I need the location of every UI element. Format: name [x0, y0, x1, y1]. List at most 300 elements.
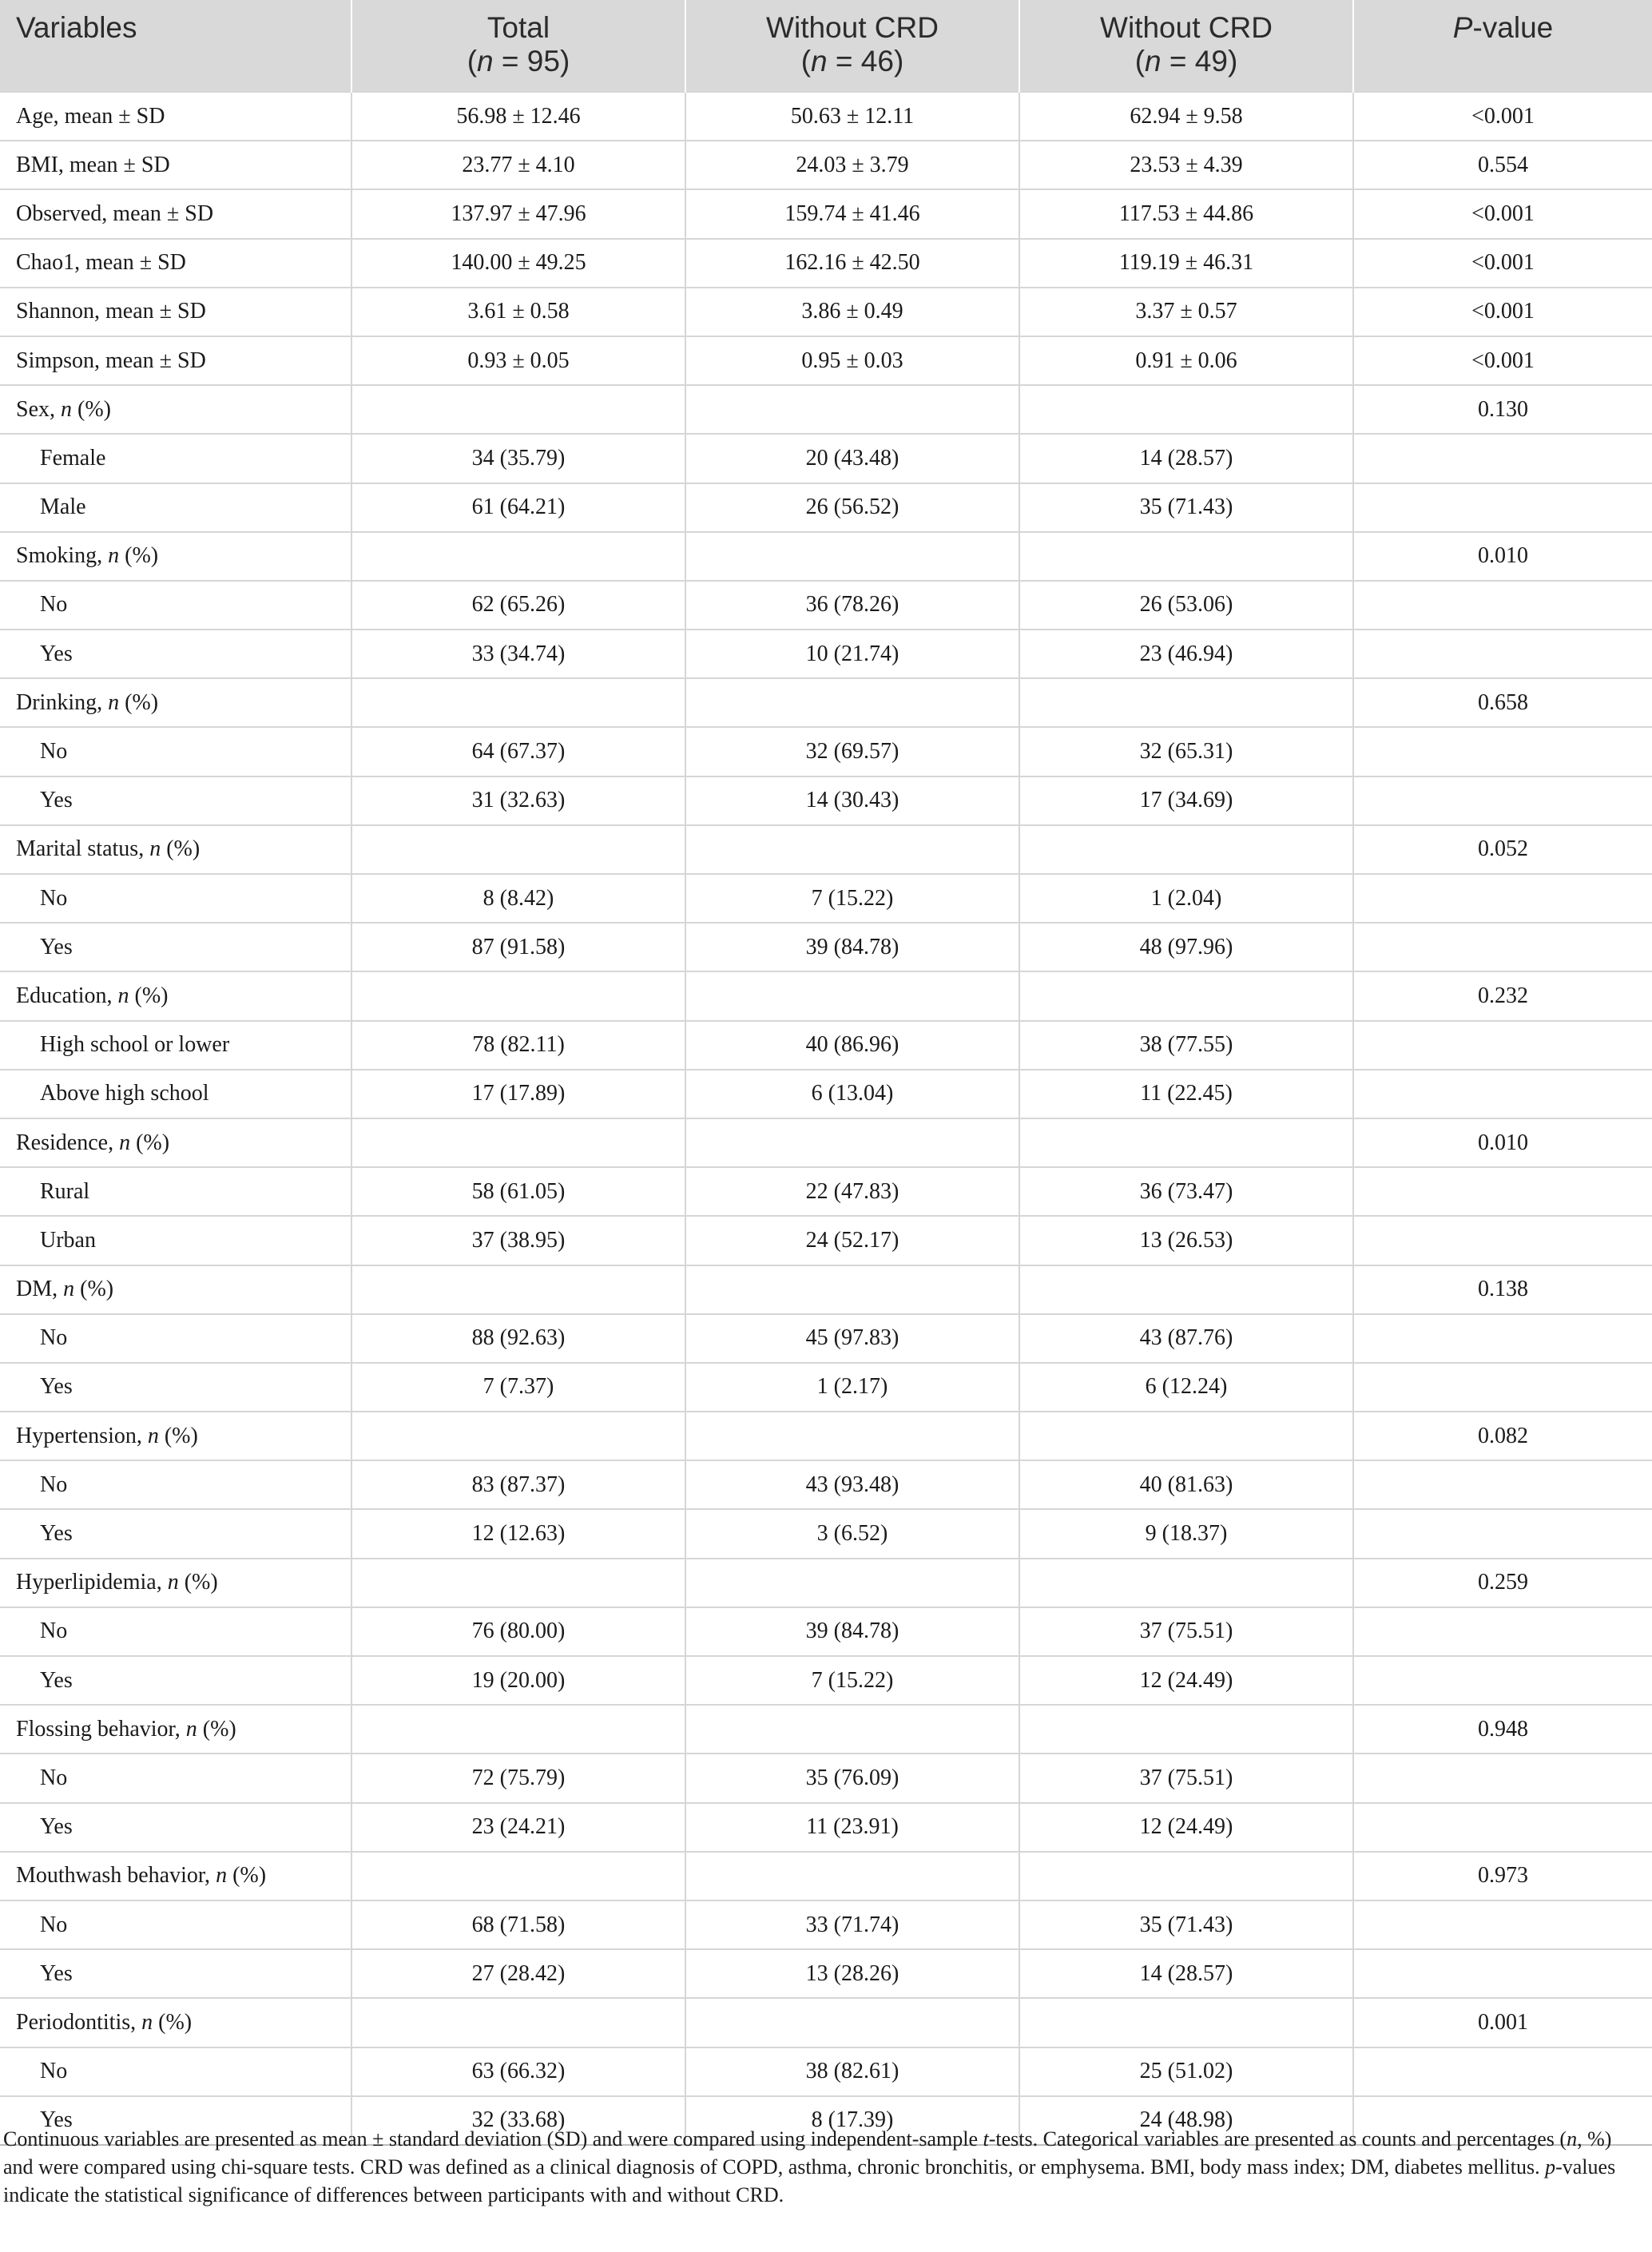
- header-group-b-n-open: (: [1134, 45, 1146, 77]
- cell-total: [351, 1118, 685, 1167]
- table-row: [0, 678, 1652, 727]
- row-label: Shannon, mean ± SD: [0, 288, 351, 336]
- cell-group-b: [1019, 825, 1353, 874]
- row-label: No: [0, 874, 351, 923]
- cell-total: 76 (80.00): [351, 1607, 685, 1656]
- cell-group-b: [1019, 385, 1353, 434]
- table-row: [0, 1021, 1652, 1070]
- cell-p-value: [1353, 727, 1652, 776]
- cell-group-b: 12 (24.49): [1019, 1803, 1353, 1852]
- header-group-b-n-symbol: n: [1145, 45, 1162, 77]
- row-label: [0, 385, 351, 434]
- table-row: [0, 1754, 1652, 1802]
- cell-group-b: [1019, 1412, 1353, 1460]
- table-row: [0, 1559, 1652, 1607]
- cell-group-b: 12 (24.49): [1019, 1656, 1353, 1705]
- table-row: [0, 971, 1652, 1020]
- cell-p-value: [1353, 1949, 1652, 1998]
- header-total-n: [360, 45, 677, 78]
- cell-p-value: [1353, 1509, 1652, 1558]
- cell-total: 87 (91.58): [351, 923, 685, 971]
- cell-p-value: [1353, 1754, 1652, 1802]
- cell-group-a: 39 (84.78): [685, 1607, 1019, 1656]
- table-row: [0, 189, 1652, 238]
- cell-group-b: 13 (26.53): [1019, 1216, 1353, 1265]
- cell-group-b: [1019, 1705, 1353, 1754]
- cell-group-a: [685, 971, 1019, 1020]
- row-label: No: [0, 1314, 351, 1363]
- cell-group-a: 14 (30.43): [685, 776, 1019, 825]
- row-label: Simpson, mean ± SD: [0, 336, 351, 385]
- header-group-b-label: Without CRD: [1100, 11, 1273, 44]
- row-label-text: Education,: [16, 983, 118, 1008]
- row-label: Yes: [0, 2096, 351, 2145]
- row-label-text: Residence,: [16, 1130, 120, 1155]
- table-row: [0, 923, 1652, 971]
- table-row: [0, 385, 1652, 434]
- cell-group-a: 24.03 ± 3.79: [685, 141, 1019, 189]
- cell-group-a: [685, 1265, 1019, 1314]
- row-label: No: [0, 1900, 351, 1949]
- cell-group-a: [685, 825, 1019, 874]
- cell-total: 23 (24.21): [351, 1803, 685, 1852]
- cell-group-a: 8 (17.39): [685, 2096, 1019, 2145]
- table-row: [0, 1070, 1652, 1118]
- row-label: [0, 1118, 351, 1167]
- row-label-n-symbol: n: [117, 983, 129, 1008]
- cell-total: 31 (32.63): [351, 776, 685, 825]
- header-group-a-n: [694, 45, 1011, 78]
- row-label-percent: (%): [119, 689, 159, 715]
- table-row: [0, 1656, 1652, 1705]
- cell-p-value: [1353, 1167, 1652, 1216]
- row-label-text: Drinking,: [16, 689, 109, 715]
- cell-total: [351, 678, 685, 727]
- cell-group-a: 7 (15.22): [685, 1656, 1019, 1705]
- cell-group-b: 119.19 ± 46.31: [1019, 239, 1353, 288]
- cell-total: [351, 1852, 685, 1900]
- header-group-a-label: Without CRD: [766, 11, 939, 44]
- table-footnote: [0, 2125, 1633, 2209]
- cell-total: [351, 825, 685, 874]
- cell-group-b: 17 (34.69): [1019, 776, 1353, 825]
- cell-group-a: 38 (82.61): [685, 2047, 1019, 2096]
- table-row: [0, 141, 1652, 189]
- cell-total: [351, 532, 685, 581]
- row-label: [0, 678, 351, 727]
- table-row: [0, 1118, 1652, 1167]
- row-label: Above high school: [0, 1070, 351, 1118]
- cell-group-a: 50.63 ± 12.11: [685, 92, 1019, 141]
- row-label: Yes: [0, 1656, 351, 1705]
- table-row: [0, 1803, 1652, 1852]
- row-label-percent: (%): [161, 836, 201, 862]
- cell-group-b: 48 (97.96): [1019, 923, 1353, 971]
- cell-group-a: 40 (86.96): [685, 1021, 1019, 1070]
- row-label: [0, 1265, 351, 1314]
- cell-total: 88 (92.63): [351, 1314, 685, 1363]
- row-label-n-symbol: n: [185, 1716, 197, 1742]
- row-label-text: DM,: [16, 1277, 64, 1302]
- cell-p-value: 0.130: [1353, 385, 1652, 434]
- table-row: [0, 1852, 1652, 1900]
- row-label: No: [0, 727, 351, 776]
- row-label: No: [0, 1754, 351, 1802]
- header-group-a-n-symbol: n: [811, 45, 828, 77]
- header-variables: [0, 0, 351, 92]
- row-label: Yes: [0, 630, 351, 678]
- row-label-text: Sex,: [16, 396, 61, 422]
- cell-p-value: <0.001: [1353, 239, 1652, 288]
- cell-total: 83 (87.37): [351, 1460, 685, 1509]
- cell-group-a: 22 (47.83): [685, 1167, 1019, 1216]
- cell-group-a: 13 (28.26): [685, 1949, 1019, 1998]
- row-label: [0, 1852, 351, 1900]
- header-group-a-n-open: (: [800, 45, 812, 77]
- row-label-text: Smoking,: [16, 543, 109, 569]
- cell-group-b: [1019, 678, 1353, 727]
- cell-total: 58 (61.05): [351, 1167, 685, 1216]
- cell-group-a: 43 (93.48): [685, 1460, 1019, 1509]
- cell-total: 7 (7.37): [351, 1363, 685, 1412]
- cell-group-b: 36 (73.47): [1019, 1167, 1353, 1216]
- cell-total: 56.98 ± 12.46: [351, 92, 685, 141]
- cell-group-a: [685, 1705, 1019, 1754]
- row-label-n-symbol: n: [61, 396, 72, 422]
- row-label: [0, 1998, 351, 2047]
- row-label-text: Marital status,: [16, 836, 150, 862]
- table-row: [0, 1949, 1652, 1998]
- cell-total: 68 (71.58): [351, 1900, 685, 1949]
- table-row: [0, 434, 1652, 483]
- table-row: [0, 1265, 1652, 1314]
- table-row: [0, 581, 1652, 630]
- table-row: [0, 92, 1652, 141]
- table-row: [0, 630, 1652, 678]
- table-row: [0, 1216, 1652, 1265]
- table-row: [0, 1167, 1652, 1216]
- cell-group-b: [1019, 1998, 1353, 2047]
- cell-total: 23.77 ± 4.10: [351, 141, 685, 189]
- cell-total: [351, 1998, 685, 2047]
- cell-p-value: <0.001: [1353, 189, 1652, 238]
- cell-p-value: 0.232: [1353, 971, 1652, 1020]
- header-row: [0, 0, 1652, 92]
- cell-p-value: [1353, 1363, 1652, 1412]
- cell-p-value: 0.973: [1353, 1852, 1652, 1900]
- table-row: [0, 776, 1652, 825]
- cell-total: 0.93 ± 0.05: [351, 336, 685, 385]
- cell-p-value: [1353, 1803, 1652, 1852]
- header-total-n-open: (: [467, 45, 478, 77]
- table-row: [0, 1607, 1652, 1656]
- cell-group-a: [685, 1412, 1019, 1460]
- row-label: Yes: [0, 1363, 351, 1412]
- row-label: No: [0, 2047, 351, 2096]
- row-label-n-symbol: n: [167, 1570, 179, 1595]
- cell-group-b: 26 (53.06): [1019, 581, 1353, 630]
- table-row: [0, 239, 1652, 288]
- footnote-text: [3, 2125, 1633, 2209]
- cell-total: 61 (64.21): [351, 483, 685, 532]
- row-label-percent: (%): [74, 1277, 114, 1302]
- cell-group-b: 43 (87.76): [1019, 1314, 1353, 1363]
- row-label: Male: [0, 483, 351, 532]
- cell-group-b: 11 (22.45): [1019, 1070, 1353, 1118]
- cell-group-b: [1019, 1265, 1353, 1314]
- cell-group-b: 25 (51.02): [1019, 2047, 1353, 2096]
- row-label-text: Hypertension,: [16, 1423, 148, 1448]
- row-label: BMI, mean ± SD: [0, 141, 351, 189]
- row-label-percent: (%): [178, 1570, 218, 1595]
- footnote-segment: Continuous variables are presented as mean ± standard deviation (SD) and were compared using independent-sample: [3, 2127, 983, 2151]
- cell-group-b: [1019, 1118, 1353, 1167]
- cell-total: [351, 385, 685, 434]
- cell-group-b: [1019, 1559, 1353, 1607]
- cell-group-b: 62.94 ± 9.58: [1019, 92, 1353, 141]
- row-label: [0, 1559, 351, 1607]
- cell-group-b: 9 (18.37): [1019, 1509, 1353, 1558]
- cell-group-a: 20 (43.48): [685, 434, 1019, 483]
- cell-p-value: [1353, 1460, 1652, 1509]
- cell-group-a: [685, 385, 1019, 434]
- cell-total: 3.61 ± 0.58: [351, 288, 685, 336]
- cell-group-a: 10 (21.74): [685, 630, 1019, 678]
- cell-group-a: 24 (52.17): [685, 1216, 1019, 1265]
- table-row: [0, 1460, 1652, 1509]
- row-label-percent: (%): [158, 1423, 198, 1448]
- cell-p-value: 0.001: [1353, 1998, 1652, 2047]
- header-group-b-n: [1028, 45, 1344, 78]
- header-total: [351, 0, 685, 92]
- row-label-n-symbol: n: [149, 836, 161, 862]
- table-row: [0, 288, 1652, 336]
- cell-p-value: [1353, 1314, 1652, 1363]
- row-label-text: Flossing behavior,: [16, 1716, 186, 1742]
- row-label-n-symbol: n: [119, 1130, 131, 1155]
- row-label: [0, 1412, 351, 1460]
- row-label-percent: (%): [153, 2009, 193, 2035]
- cell-p-value: [1353, 776, 1652, 825]
- cell-group-b: 117.53 ± 44.86: [1019, 189, 1353, 238]
- cell-p-value: <0.001: [1353, 92, 1652, 141]
- table-row: [0, 727, 1652, 776]
- table-row: [0, 874, 1652, 923]
- cell-group-a: 159.74 ± 41.46: [685, 189, 1019, 238]
- cell-p-value: 0.010: [1353, 1118, 1652, 1167]
- cell-p-value: 0.052: [1353, 825, 1652, 874]
- cell-p-value: <0.001: [1353, 336, 1652, 385]
- header-group-b: [1019, 0, 1353, 92]
- cell-p-value: [1353, 483, 1652, 532]
- cell-total: 37 (38.95): [351, 1216, 685, 1265]
- table-row: [0, 825, 1652, 874]
- row-label: Yes: [0, 1803, 351, 1852]
- cell-p-value: 0.658: [1353, 678, 1652, 727]
- row-label: Yes: [0, 923, 351, 971]
- cell-group-b: 14 (28.57): [1019, 434, 1353, 483]
- cell-group-a: [685, 532, 1019, 581]
- cell-total: 140.00 ± 49.25: [351, 239, 685, 288]
- cell-total: 63 (66.32): [351, 2047, 685, 2096]
- header-p-value: [1353, 0, 1652, 92]
- row-label-text: Hyperlipidemia,: [16, 1570, 168, 1595]
- cell-p-value: [1353, 923, 1652, 971]
- cell-total: 72 (75.79): [351, 1754, 685, 1802]
- table-row: [0, 1705, 1652, 1754]
- cell-group-b: [1019, 971, 1353, 1020]
- cell-group-a: 11 (23.91): [685, 1803, 1019, 1852]
- cell-p-value: [1353, 1021, 1652, 1070]
- cell-group-b: 37 (75.51): [1019, 1607, 1353, 1656]
- cell-group-b: [1019, 532, 1353, 581]
- cell-group-b: 37 (75.51): [1019, 1754, 1353, 1802]
- table-row: [0, 336, 1652, 385]
- row-label-n-symbol: n: [216, 1863, 228, 1889]
- cell-group-a: 162.16 ± 42.50: [685, 239, 1019, 288]
- cell-total: 33 (34.74): [351, 630, 685, 678]
- footnote-segment: , %) and were compared using chi-square tests. CRD was defined as a clinical diagnosis of COPD, asthma, chronic bronchitis, or emphysema. BMI, body mass index; DM, diabetes mellitus.: [3, 2127, 1612, 2179]
- row-label: Rural: [0, 1167, 351, 1216]
- cell-p-value: 0.259: [1353, 1559, 1652, 1607]
- cell-group-a: 1 (2.17): [685, 1363, 1019, 1412]
- row-label: No: [0, 1460, 351, 1509]
- row-label: Female: [0, 434, 351, 483]
- cell-p-value: [1353, 2047, 1652, 2096]
- cell-group-a: [685, 1118, 1019, 1167]
- cell-p-value: [1353, 1656, 1652, 1705]
- cell-p-value: 0.948: [1353, 1705, 1652, 1754]
- cell-total: 19 (20.00): [351, 1656, 685, 1705]
- footnote-symbol: t: [983, 2127, 989, 2151]
- header-total-n-value: = 95): [493, 45, 570, 77]
- cell-group-b: 1 (2.04): [1019, 874, 1353, 923]
- row-label-n-symbol: n: [147, 1423, 159, 1448]
- cell-p-value: [1353, 630, 1652, 678]
- cell-group-b: 23.53 ± 4.39: [1019, 141, 1353, 189]
- cell-p-value: [1353, 1607, 1652, 1656]
- row-label: No: [0, 581, 351, 630]
- cell-group-a: 3 (6.52): [685, 1509, 1019, 1558]
- cell-total: 78 (82.11): [351, 1021, 685, 1070]
- cell-p-value: <0.001: [1353, 288, 1652, 336]
- cell-total: 27 (28.42): [351, 1949, 685, 1998]
- cell-group-a: 6 (13.04): [685, 1070, 1019, 1118]
- table-row: [0, 1412, 1652, 1460]
- row-label-percent: (%): [129, 983, 169, 1008]
- cell-group-b: 3.37 ± 0.57: [1019, 288, 1353, 336]
- footnote-segment: -tests. Categorical variables are presented as counts and percentages (: [988, 2127, 1567, 2151]
- cell-group-a: 7 (15.22): [685, 874, 1019, 923]
- header-p-symbol: P: [1452, 11, 1473, 44]
- cell-group-b: 6 (12.24): [1019, 1363, 1353, 1412]
- row-label: Age, mean ± SD: [0, 92, 351, 141]
- cell-total: 34 (35.79): [351, 434, 685, 483]
- table-row: [0, 1509, 1652, 1558]
- table-row: [0, 532, 1652, 581]
- cell-group-a: 39 (84.78): [685, 923, 1019, 971]
- cell-p-value: [1353, 1900, 1652, 1949]
- row-label: [0, 825, 351, 874]
- cell-p-value: [1353, 1070, 1652, 1118]
- cell-total: 8 (8.42): [351, 874, 685, 923]
- cell-group-b: 35 (71.43): [1019, 483, 1353, 532]
- row-label-percent: (%): [72, 396, 111, 422]
- table-row: [0, 1900, 1652, 1949]
- row-label: [0, 1705, 351, 1754]
- cell-p-value: [1353, 1216, 1652, 1265]
- header-p-label: -value: [1472, 11, 1554, 44]
- cell-total: 62 (65.26): [351, 581, 685, 630]
- row-label-n-symbol: n: [141, 2009, 153, 2035]
- cell-group-a: 3.86 ± 0.49: [685, 288, 1019, 336]
- cell-total: 12 (12.63): [351, 1509, 685, 1558]
- cell-total: 17 (17.89): [351, 1070, 685, 1118]
- row-label-percent: (%): [130, 1130, 170, 1155]
- cell-p-value: [1353, 581, 1652, 630]
- cell-group-b: 14 (28.57): [1019, 1949, 1353, 1998]
- cell-group-b: 35 (71.43): [1019, 1900, 1353, 1949]
- table-row: [0, 1314, 1652, 1363]
- cell-group-b: 24 (48.98): [1019, 2096, 1353, 2145]
- row-label: No: [0, 1607, 351, 1656]
- table-row: [0, 483, 1652, 532]
- cell-group-a: 32 (69.57): [685, 727, 1019, 776]
- cell-total: [351, 1412, 685, 1460]
- row-label-n-symbol: n: [63, 1277, 75, 1302]
- row-label: [0, 532, 351, 581]
- cell-group-a: 0.95 ± 0.03: [685, 336, 1019, 385]
- row-label: Chao1, mean ± SD: [0, 239, 351, 288]
- cell-group-b: 40 (81.63): [1019, 1460, 1353, 1509]
- row-label-text: Periodontitis,: [16, 2009, 142, 2035]
- cell-p-value: [1353, 874, 1652, 923]
- row-label-percent: (%): [197, 1716, 236, 1742]
- cell-group-a: 45 (97.83): [685, 1314, 1019, 1363]
- cell-group-a: 36 (78.26): [685, 581, 1019, 630]
- row-label-n-symbol: n: [108, 689, 120, 715]
- cell-p-value: 0.082: [1353, 1412, 1652, 1460]
- cell-total: 64 (67.37): [351, 727, 685, 776]
- row-label: Observed, mean ± SD: [0, 189, 351, 238]
- cell-group-a: [685, 1852, 1019, 1900]
- cell-group-a: 26 (56.52): [685, 483, 1019, 532]
- table-body: [0, 92, 1652, 2145]
- row-label: Yes: [0, 776, 351, 825]
- cell-group-a: 33 (71.74): [685, 1900, 1019, 1949]
- header-total-n-symbol: n: [477, 45, 494, 77]
- row-label-text: Mouthwash behavior,: [16, 1863, 216, 1889]
- row-label: Yes: [0, 1509, 351, 1558]
- table-row: [0, 1998, 1652, 2047]
- table-row: [0, 1363, 1652, 1412]
- row-label: Yes: [0, 1949, 351, 1998]
- cell-total: [351, 1559, 685, 1607]
- header-group-b-n-value: = 49): [1161, 45, 1238, 77]
- row-label-percent: (%): [227, 1863, 267, 1889]
- cell-group-b: 23 (46.94): [1019, 630, 1353, 678]
- cell-total: 32 (33.68): [351, 2096, 685, 2145]
- header-group-a: [685, 0, 1019, 92]
- cell-group-b: 38 (77.55): [1019, 1021, 1353, 1070]
- cell-group-a: 35 (76.09): [685, 1754, 1019, 1802]
- cell-group-b: [1019, 1852, 1353, 1900]
- row-label: Urban: [0, 1216, 351, 1265]
- footnote-symbol: p: [1545, 2155, 1556, 2179]
- cell-group-a: [685, 678, 1019, 727]
- cell-p-value: 0.554: [1353, 141, 1652, 189]
- cell-total: 137.97 ± 47.96: [351, 189, 685, 238]
